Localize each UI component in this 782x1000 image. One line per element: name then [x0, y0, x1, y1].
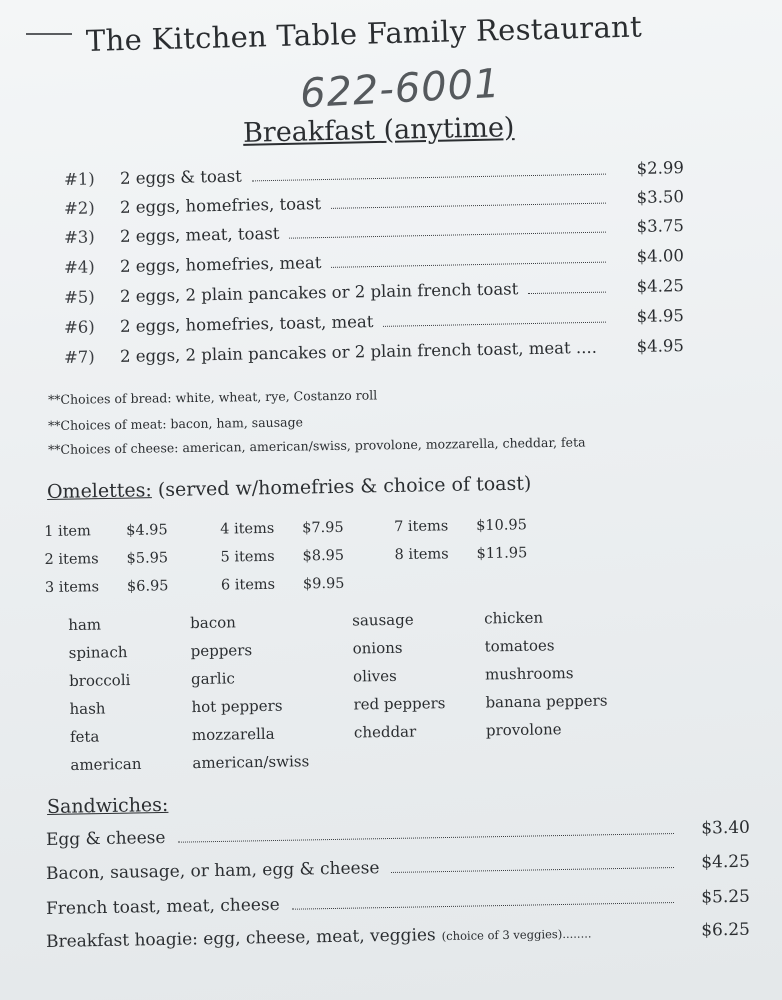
- sandwich-item: [46, 887, 750, 919]
- item-price: $4.95: [636, 306, 685, 327]
- item-price: $7.95: [302, 519, 344, 537]
- breakfast-item: [64, 306, 684, 337]
- filling-item: tomatoes: [484, 636, 555, 656]
- filling-item: american: [70, 754, 142, 774]
- sandwich-item: [46, 852, 750, 884]
- item-price: $6.25: [701, 919, 751, 941]
- item-price: $5.25: [701, 886, 751, 908]
- breakfast-item: [64, 246, 684, 277]
- cheese-choices-note: **Choices of cheese: american, american/swiss, provolone, mozzarella, cheddar, feta: [47, 434, 586, 457]
- item-price: $9.95: [302, 575, 345, 593]
- omelettes-subtitle: (served w/homefries & choice of toast): [157, 472, 532, 502]
- sandwiches-heading: [47, 794, 169, 818]
- item-price: $4.00: [636, 246, 685, 267]
- omelette-price-grid: [44, 510, 605, 608]
- item-price: $3.40: [701, 817, 751, 839]
- breakfast-heading: Breakfast (anytime): [242, 112, 515, 149]
- leader-dots: [331, 203, 606, 209]
- item-description: 2 eggs, homefries, toast, meat: [119, 312, 374, 336]
- item-description: 2 eggs, meat, toast: [119, 223, 280, 246]
- filling-item: hot peppers: [191, 696, 283, 717]
- sandwiches-title: Sandwiches:: [46, 793, 169, 818]
- filling-item: hash: [69, 699, 106, 718]
- item-count: 3 items: [44, 579, 100, 596]
- item-price: $4.25: [636, 276, 685, 297]
- omelettes-heading: [47, 473, 532, 503]
- filling-item: onions: [352, 638, 403, 658]
- item-number: #2): [63, 198, 95, 218]
- omelettes-title: Omelettes:: [46, 479, 153, 503]
- item-price: $4.25: [701, 851, 751, 873]
- leader-dots: [178, 833, 674, 843]
- item-description: Breakfast hoagie: egg, cheese, meat, veggies: [45, 925, 436, 952]
- omelette-fillings: [68, 601, 631, 780]
- omelette-price: [44, 522, 168, 540]
- item-price: $11.95: [476, 545, 528, 562]
- filling-item: peppers: [190, 641, 253, 661]
- leader-dots: [383, 322, 606, 327]
- sandwich-item: [46, 818, 750, 850]
- leader-dots: [392, 867, 674, 873]
- restaurant-title: The Kitchen Table Family Restaurant: [85, 9, 643, 58]
- item-price: $5.95: [126, 550, 169, 567]
- filling-item: garlic: [190, 669, 235, 689]
- item-count: 2 items: [44, 551, 99, 568]
- item-count: 7 items: [394, 518, 449, 536]
- item-note: (choice of 3 veggies)........: [441, 926, 592, 944]
- omelette-price: [394, 517, 527, 535]
- omelette-price: [394, 545, 527, 563]
- item-description: 2 eggs, homefries, meat: [119, 253, 322, 276]
- filling-item: feta: [69, 727, 100, 746]
- item-price: $8.95: [302, 547, 345, 565]
- leader-dots: [598, 936, 682, 937]
- breakfast-item: [64, 216, 684, 247]
- item-description: Egg & cheese: [45, 827, 166, 850]
- item-description: 2 eggs, homefries, toast: [119, 194, 322, 217]
- filling-item: red peppers: [353, 694, 446, 714]
- item-price: $3.75: [636, 216, 685, 237]
- item-description: Bacon, sausage, or ham, egg & cheese: [45, 858, 380, 884]
- item-number: #1): [63, 169, 95, 189]
- leader-dots: [252, 174, 606, 182]
- item-price: $4.95: [636, 336, 685, 357]
- item-description: 2 eggs, 2 plain pancakes or 2 plain french toast: [119, 279, 519, 306]
- item-price: $6.95: [126, 578, 169, 595]
- item-price: $3.50: [636, 187, 685, 208]
- filling-item: cheddar: [353, 722, 417, 742]
- omelette-price: [45, 578, 169, 596]
- item-description: French toast, meat, cheese: [45, 894, 280, 919]
- item-count: 8 items: [394, 546, 449, 564]
- sandwich-item: [46, 920, 750, 952]
- leader-dots: [290, 232, 606, 239]
- item-number: #6): [63, 317, 95, 337]
- item-description: 2 eggs & toast: [119, 166, 242, 188]
- filling-item: spinach: [68, 643, 128, 662]
- item-count: 6 items: [220, 576, 276, 594]
- leader-dots: [528, 292, 606, 294]
- filling-item: sausage: [352, 610, 414, 630]
- filling-item: chicken: [484, 608, 544, 628]
- breakfast-item: [64, 276, 684, 307]
- filling-item: mushrooms: [484, 664, 574, 684]
- filling-item: banana peppers: [485, 691, 608, 712]
- item-count: 1 item: [44, 523, 91, 540]
- filling-item: bacon: [190, 613, 236, 633]
- breakfast-item: [64, 187, 684, 218]
- leader-dots: [292, 902, 674, 910]
- filling-item: broccoli: [68, 671, 131, 690]
- filling-item: mozzarella: [191, 724, 275, 745]
- meat-choices-note: **Choices of meat: bacon, ham, sausage: [47, 414, 304, 433]
- item-price: $4.95: [126, 522, 168, 539]
- filling-item: provolone: [485, 720, 562, 740]
- filling-item: olives: [352, 666, 397, 686]
- omelette-price: [221, 576, 345, 594]
- bread-choices-note: **Choices of bread: white, wheat, rye, Costanzo roll: [47, 387, 378, 407]
- filling-item: ham: [68, 615, 102, 634]
- leader-dots: [331, 262, 606, 268]
- item-count: 4 items: [220, 520, 275, 538]
- item-number: #7): [63, 347, 95, 367]
- omelette-price: [220, 548, 344, 566]
- item-price: $10.95: [476, 517, 528, 534]
- item-number: #3): [63, 227, 95, 247]
- item-price: $2.99: [636, 158, 685, 179]
- omelette-price: [220, 520, 344, 538]
- item-number: #4): [63, 257, 95, 277]
- item-description: 2 eggs, 2 plain pancakes or 2 plain french toast, meat ....: [119, 337, 598, 366]
- filling-item: american/swiss: [192, 752, 310, 773]
- pen-mark: [26, 33, 72, 35]
- breakfast-item: [64, 158, 684, 189]
- item-count: 5 items: [220, 548, 275, 566]
- handwritten-phone: 622-6001: [298, 60, 502, 118]
- omelette-price: [44, 550, 168, 568]
- breakfast-item: [64, 336, 684, 367]
- item-number: #5): [63, 287, 95, 307]
